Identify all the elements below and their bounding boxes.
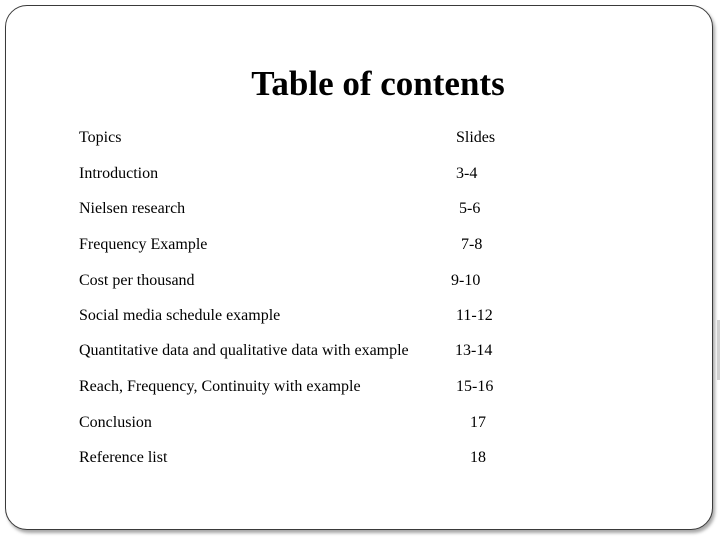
toc-row: [0, 342, 720, 366]
toc-slide-range: 15-16: [456, 378, 494, 395]
toc-slide-range: 18: [470, 449, 486, 466]
topics-column-header: Topics: [79, 129, 122, 146]
toc-header-row: [0, 129, 720, 153]
toc-row: [0, 272, 720, 296]
slides-column-header: Slides: [456, 129, 496, 146]
toc-topic: Introduction: [79, 165, 159, 182]
toc-row: [0, 307, 720, 331]
toc-slide-range: 3-4: [456, 165, 478, 182]
toc-topic: Conclusion: [79, 414, 152, 431]
toc-row: [0, 449, 720, 473]
toc-row: [0, 378, 720, 402]
toc-row: [0, 414, 720, 438]
toc-slide-range: 9-10: [451, 272, 481, 289]
toc-topic: Social media schedule example: [79, 307, 281, 324]
toc-slide-range: 11-12: [456, 307, 493, 324]
toc-topic: Reference list: [79, 449, 168, 466]
toc-topic: Frequency Example: [79, 236, 208, 253]
toc-topic: Quantitative data and qualitative data with example: [79, 342, 409, 359]
toc-slide-range: 17: [470, 414, 486, 431]
toc-slide-range: 13-14: [455, 342, 493, 359]
toc-slide-range: 5-6: [459, 200, 481, 217]
toc-slide-range: 7-8: [461, 236, 483, 253]
toc-topic: Nielsen research: [79, 200, 186, 217]
toc-topic: Reach, Frequency, Continuity with example: [79, 378, 361, 395]
toc-topic: Cost per thousand: [79, 272, 195, 289]
page-title: Table of contents: [251, 64, 505, 103]
toc-row: [0, 236, 720, 260]
toc-row: [0, 165, 720, 189]
toc-row: [0, 200, 720, 224]
